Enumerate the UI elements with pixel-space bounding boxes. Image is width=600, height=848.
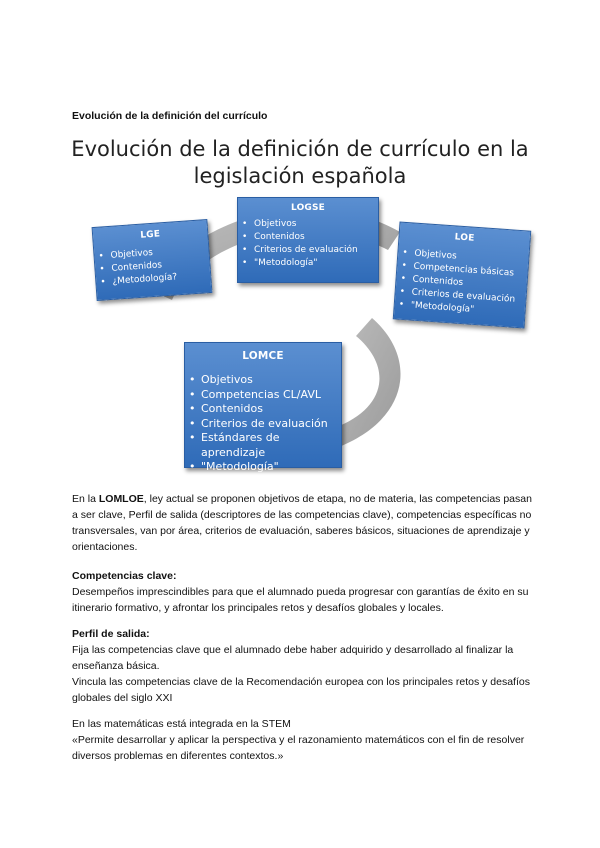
lge-title: LGE xyxy=(139,229,161,241)
competencias-text: Desempeños imprescindibles para que el alumnado pueda progresar con garantías de éxito en su itinerario formativo, y afrontar los principales retos y desafíos globales y locales. xyxy=(72,586,529,614)
loe-item: • Objetivos xyxy=(398,247,529,269)
competencias-heading: Competencias clave: xyxy=(72,570,177,582)
logse-box xyxy=(237,197,379,283)
competencias-section xyxy=(72,568,532,616)
logse-list xyxy=(238,218,378,270)
logse-item: • Contenidos xyxy=(238,231,378,244)
lge-list xyxy=(94,243,210,290)
loe-list xyxy=(394,247,528,321)
stem-text: En las matemáticas está integrada en la STEM xyxy=(72,718,291,730)
perfil-text-1: Fija las competencias clave que el alumnado debe haber adquirido y desarrollado al finalizar la enseñanza básica. xyxy=(72,644,514,672)
lomloe-prefix: En la xyxy=(72,493,99,505)
curriculum-evolution-diagram xyxy=(0,130,600,475)
lomce-list xyxy=(185,373,341,475)
lge-item: • Contenidos xyxy=(95,256,210,277)
logse-item: • "Metodología" xyxy=(238,257,378,270)
logse-item: • Objetivos xyxy=(238,218,378,231)
lomce-item: • Criterios de evaluación xyxy=(185,417,341,432)
lge-box xyxy=(92,219,213,301)
lomloe-paragraph xyxy=(72,491,532,555)
logse-item: • Criterios de evaluación xyxy=(238,244,378,257)
lomce-title: LOMCE xyxy=(242,350,284,362)
lomce-item: • Estándares de aprendizaje xyxy=(185,431,341,460)
loe-item: • Contenidos xyxy=(396,272,527,294)
loe-box xyxy=(393,222,532,329)
stem-quote: «Permite desarrollar y aplicar la perspectiva y el razonamiento matemáticos con el fin de resolver diversos problemas en diferentes contextos.» xyxy=(72,734,525,762)
lomloe-rest: , ley actual se proponen objetivos de etapa, no de materia, las competencias pasan a ser clave, Perfil de salida (descriptores de las competencias clave), competencias específicas no transversales, van por área, criterios de evaluación, saberes básicos, situaciones de aprendizaje y orientaciones. xyxy=(72,493,532,553)
lomce-item: • Competencias CL/AVL xyxy=(185,388,341,403)
lomce-item: • Objetivos xyxy=(185,373,341,388)
loe-title: LOE xyxy=(454,232,475,244)
lomce-item: • Contenidos xyxy=(185,402,341,417)
lge-item: • ¿Metodología? xyxy=(96,269,211,290)
diagram-title-line2: legislación española xyxy=(193,164,407,188)
loe-item: • Competencias básicas xyxy=(397,259,528,281)
lomce-box xyxy=(184,342,342,473)
section-title: Evolución de la definición del currículo xyxy=(72,110,268,122)
logse-title: LOGSE xyxy=(290,203,326,213)
loe-item: • Criterios de evaluación xyxy=(395,285,526,307)
loe-item: • "Metodología" xyxy=(394,298,525,320)
perfil-heading: Perfil de salida: xyxy=(72,628,150,640)
perfil-text-2: Vincula las competencias clave de la Recomendación europea con los principales retos y desafíos globales del siglo XXI xyxy=(72,676,530,704)
stem-section xyxy=(72,716,532,764)
perfil-section xyxy=(72,626,532,706)
diagram-title-line1: Evolución de la definición de currículo en la xyxy=(71,137,529,161)
lomce-item: • "Metodología" xyxy=(185,460,341,475)
lge-item: • Objetivos xyxy=(94,243,209,264)
lomloe-bold: LOMLOE xyxy=(98,493,144,505)
